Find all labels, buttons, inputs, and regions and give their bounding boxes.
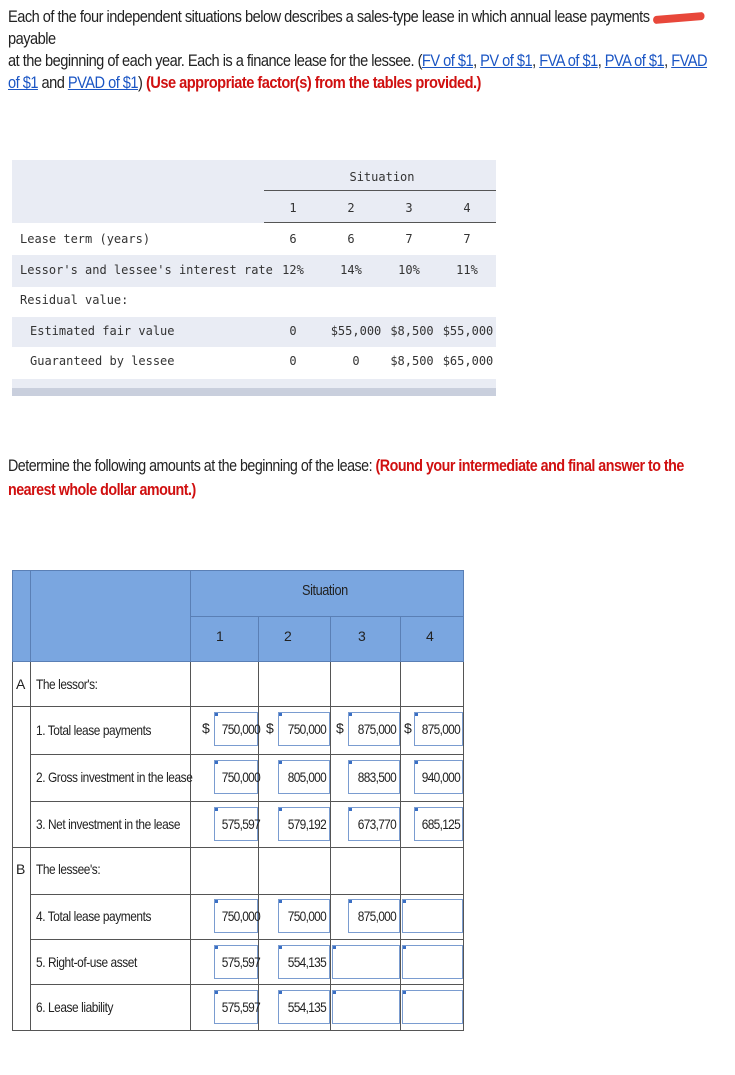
input-gross-investment-1[interactable] <box>214 760 261 794</box>
dollar-sign: $ <box>266 720 274 736</box>
value: 750,000 <box>287 721 326 737</box>
input-lessor-payments-1[interactable] <box>214 712 261 746</box>
row-lease-liability: 6. Lease liability <box>36 999 114 1015</box>
value: 805,000 <box>287 769 326 785</box>
input-gross-investment-3[interactable] <box>348 760 400 794</box>
intro-line2: at the beginning of each year. Each is a finance lease for the lessee. ( <box>8 51 422 70</box>
given-cell: $65,000 <box>442 354 494 368</box>
section-a-letter: A <box>16 676 25 692</box>
input-lease-liability-2[interactable] <box>278 990 330 1024</box>
input-lease-liability-4[interactable] <box>402 990 463 1024</box>
intro-instruction: (Use appropriate factor(s) from the tables provided.) <box>145 73 481 92</box>
value: 685,125 <box>421 816 461 832</box>
input-lessee-payments-2[interactable] <box>278 899 330 933</box>
dollar-sign: $ <box>336 720 344 736</box>
input-lessor-payments-4[interactable] <box>414 712 463 746</box>
given-cell: 11% <box>456 263 478 277</box>
answer-situation-header: Situation <box>302 582 348 599</box>
input-net-investment-4[interactable] <box>414 807 463 841</box>
given-cell: $55,000 <box>330 324 382 338</box>
input-lessor-payments-3[interactable] <box>348 712 400 746</box>
value: 673,770 <box>357 816 396 832</box>
prompt-instruction: (Round your intermediate and final answer to the nearest whole dollar amount.) <box>8 456 684 499</box>
value: 579,192 <box>287 816 326 832</box>
section-a-label: The lessor's: <box>36 676 98 692</box>
value: 940,000 <box>421 769 461 785</box>
link-pv[interactable]: PV of $1 <box>480 51 533 70</box>
given-row-lease-term: Lease term (years) <box>20 232 151 246</box>
input-net-investment-1[interactable] <box>214 807 261 841</box>
answer-col-3: 3 <box>358 628 366 644</box>
input-rou-asset-4[interactable] <box>402 945 463 979</box>
given-row-guaranteed: Guaranteed by lessee <box>30 354 175 368</box>
value: 575,597 <box>221 999 261 1015</box>
value: 575,597 <box>221 954 261 970</box>
link-pvad[interactable]: PVAD of $1 <box>67 73 139 92</box>
given-cell: 12% <box>282 263 304 277</box>
given-col-2: 2 <box>347 201 355 215</box>
input-rou-asset-1[interactable] <box>214 945 261 979</box>
given-data-table <box>12 160 496 396</box>
given-cell: 0 <box>352 354 360 368</box>
value: 883,500 <box>357 769 396 785</box>
given-cell: $8,500 <box>390 324 434 338</box>
given-cell: 0 <box>289 354 297 368</box>
link-fva[interactable]: FVA of $1 <box>539 51 598 70</box>
input-rou-asset-3[interactable] <box>332 945 400 979</box>
input-rou-asset-2[interactable] <box>278 945 330 979</box>
value: 750,000 <box>221 721 261 737</box>
section-b-label: The lessee's: <box>36 861 101 877</box>
value: 875,000 <box>357 908 396 924</box>
input-lessee-payments-3[interactable] <box>348 899 400 933</box>
question-prompt <box>8 454 705 502</box>
given-cell: 14% <box>340 263 362 277</box>
given-cell: 0 <box>289 324 297 338</box>
input-net-investment-3[interactable] <box>348 807 400 841</box>
answer-col-2: 2 <box>284 628 292 644</box>
given-col-1: 1 <box>289 201 297 215</box>
intro-line1: Each of the four independent situations below describes a sales-type lease in which annual lease payments <box>8 7 654 26</box>
value: 750,000 <box>221 908 261 924</box>
given-row-fair-value: Estimated fair value <box>30 324 175 338</box>
given-col-3: 3 <box>405 201 413 215</box>
input-lease-liability-1[interactable] <box>214 990 261 1024</box>
answer-col-1: 1 <box>216 628 224 644</box>
answer-col-4: 4 <box>426 628 434 644</box>
given-cell: 7 <box>405 232 413 246</box>
value: 554,135 <box>287 954 326 970</box>
value: 575,597 <box>221 816 261 832</box>
section-b-letter: B <box>16 861 25 877</box>
link-fvad[interactable]: FVAD of $1 <box>8 51 708 92</box>
row-net-investment: 3. Net investment in the lease <box>36 816 181 832</box>
given-row-residual: Residual value: <box>20 293 129 307</box>
dollar-sign: $ <box>404 720 412 736</box>
prompt-text: Determine the following amounts at the beginning of the lease: <box>8 456 376 475</box>
problem-statement: Each of the four independent situations below describes a sales-type lease in which annual lease payments payable at the beginning of each year. Each is a finance lease for the lessee. (FV of $1, PV of $1, FVA of $1, PVA of $1, FVAD of $1 and PVAD of $1) (Use appropriate factor(s) from the tables provided.) <box>8 7 708 92</box>
redaction-mark <box>653 11 705 23</box>
link-pva[interactable]: PVA of $1 <box>604 51 665 70</box>
intro-line1-end: payable <box>8 29 56 48</box>
input-gross-investment-2[interactable] <box>278 760 330 794</box>
row-gross-investment: 2. Gross investment in the lease <box>36 769 193 785</box>
row-total-lease-payments-lessor: 1. Total lease payments <box>36 722 152 738</box>
given-cell: 6 <box>347 232 355 246</box>
given-cell: $55,000 <box>442 324 494 338</box>
given-cell: 7 <box>463 232 471 246</box>
given-cell: 6 <box>289 232 297 246</box>
given-row-interest-rate: Lessor's and lessee's interest rate <box>20 263 273 277</box>
dollar-sign: $ <box>202 720 210 736</box>
value: 875,000 <box>357 721 396 737</box>
input-net-investment-2[interactable] <box>278 807 330 841</box>
link-fv[interactable]: FV of $1 <box>421 51 474 70</box>
given-cell: $8,500 <box>390 354 434 368</box>
value: 750,000 <box>287 908 326 924</box>
input-gross-investment-4[interactable] <box>414 760 463 794</box>
input-lessee-payments-4[interactable] <box>402 899 463 933</box>
input-lessor-payments-2[interactable] <box>278 712 330 746</box>
value: 750,000 <box>221 769 261 785</box>
row-right-of-use-asset: 5. Right-of-use asset <box>36 954 137 970</box>
row-total-lease-payments-lessee: 4. Total lease payments <box>36 908 152 924</box>
input-lease-liability-3[interactable] <box>332 990 400 1024</box>
given-cell: 10% <box>398 263 420 277</box>
value: 875,000 <box>421 721 461 737</box>
value: 554,135 <box>287 999 326 1015</box>
given-col-4: 4 <box>463 201 471 215</box>
input-lessee-payments-1[interactable] <box>214 899 261 933</box>
given-situation-header: Situation <box>349 170 415 184</box>
intro-and: and <box>41 73 65 92</box>
